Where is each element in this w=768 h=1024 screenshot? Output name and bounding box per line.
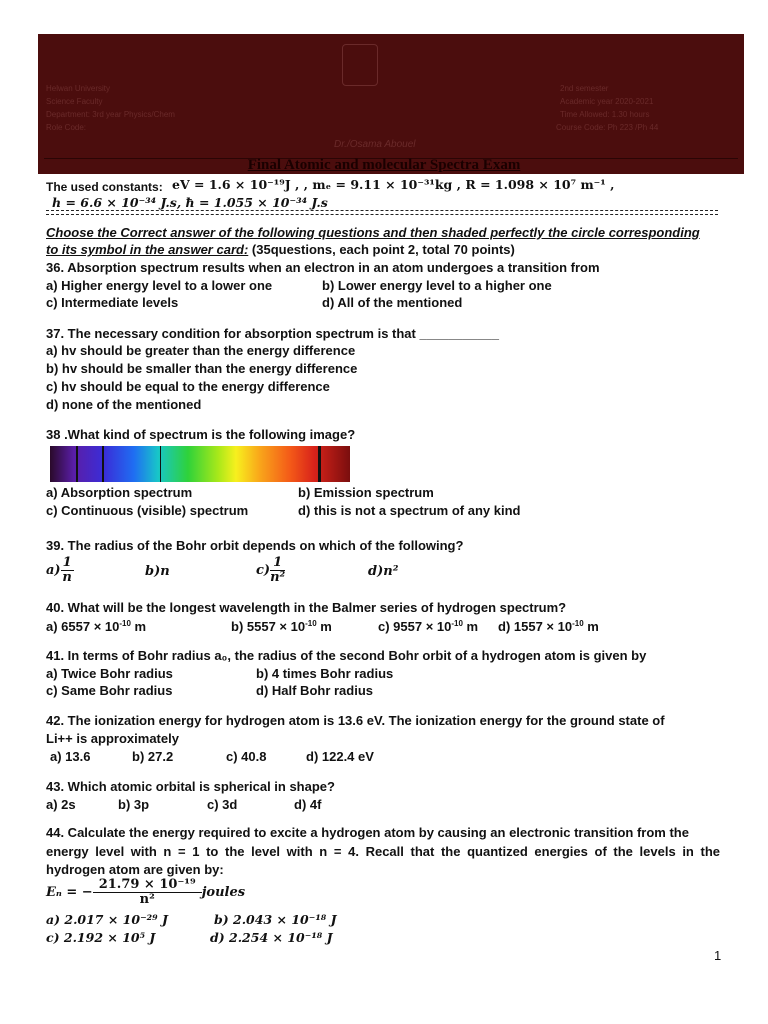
question-37-option-d: d) none of the mentioned [46,397,202,412]
question-37-option-a: a) hv should be greater than the energy difference [46,343,356,358]
question-42-stem: 42. The ionization energy for hydrogen atom is 13.6 eV. The ionization energy for the ground state of [46,713,665,728]
separator-rule [46,210,718,215]
constants-label: The used constants: [46,180,163,194]
question-38-option-d: d) this is not a spectrum of any kind [298,503,521,518]
question-39-option-a: a) $\frac{1}{n}$ [46,555,72,585]
question-41-option-a: a) Twice Bohr radius [46,666,173,681]
constants-line-2: h = 6.6 × 10⁻³⁴ J.s, ħ = 1.055 × 10⁻³⁴ J.s [52,195,328,210]
question-44-option-d: d) 2.254 × 10⁻¹⁸ J [210,930,333,945]
energy-formula [46,878,245,907]
instructions-underlined: to its symbol in the answer card: [46,242,249,257]
header-faculty: Science Faculty [46,97,103,106]
formula-denominator: n² [139,892,155,907]
question-41-option-d: d) Half Bohr radius [256,683,374,698]
question-37-option-c: c) hv should be equal to the energy difference [46,379,330,394]
spectrum-line [102,446,104,482]
question-44-option-a: a) 2.017 × 10⁻²⁹ J [46,912,168,927]
question-41-option-b: b) 4 times Bohr radius [256,666,394,681]
question-39-stem: 39. The radius of the Bohr orbit depends on which of the following? [46,538,464,553]
header-examiner: Dr./Osama Abouel [334,139,416,150]
question-42-option-a: a) 13.6 [50,749,91,764]
question-40-stem: 40. What will be the longest wavelength in the Balmer series of hydrogen spectrum? [46,600,567,615]
formula-lhs: Eₙ = − [46,885,93,900]
spectrum-line [76,446,78,482]
instructions-line-1: Choose the Correct answer of the following questions and then shaded perfectly the circle corresponding [46,225,700,240]
question-39-option-b: b)n [145,564,170,579]
question-38-option-c: c) Continuous (visible) spectrum [46,503,249,518]
question-36-option-c: c) Intermediate levels [46,295,179,310]
question-44-stem-continued: energy level with n = 1 to the level with n = 4. Recall that the quantized energies of the levels in the [46,844,720,859]
question-42-option-d: d) 122.4 eV [306,749,374,764]
question-40-option-d: d) $1557 \times 10^{-10}$ m [498,619,599,634]
question-43-option-b: b) 3p [118,797,150,812]
header-academic-year: Academic year 2020-2021 [560,97,654,106]
spectrum-line [160,446,161,482]
question-43-option-a: a) 2s [46,797,76,812]
question-44-option-c: c) 2.192 × 10⁵ J [46,930,156,945]
spectrum-image [50,446,350,482]
exam-title: Final Atomic and molecular Spectra Exam [247,157,521,173]
instructions-line-2 [46,242,515,257]
question-37-stem: 37. The necessary condition for absorption spectrum is that ___________ [46,326,500,341]
question-43-option-d: d) 4f [294,797,322,812]
header-department: Department: 3rd year Physics/Chem [46,110,175,119]
constants-line-1: eV = 1.6 × 10⁻¹⁹J , , mₑ = 9.11 × 10⁻³¹kg , R = 1.098 × 10⁷ m⁻¹ , [172,177,615,192]
question-42-stem-continued: Li++ is approximately [46,731,179,746]
page-number: 1 [714,948,722,963]
question-41-option-c: c) Same Bohr radius [46,683,173,698]
question-44-option-b: b) 2.043 × 10⁻¹⁸ J [214,912,337,927]
formula-numerator: 21.79 × 10⁻¹⁹ [93,878,202,893]
question-39-option-c: c) $\frac{1}{\text{n²}}$ [256,555,286,585]
question-38-option-a: a) Absorption spectrum [46,485,193,500]
question-39-option-d: d)n² [368,564,399,579]
question-44-stem-end: hydrogen atom are given by: [46,862,224,877]
university-logo [342,44,378,86]
header-university: Helwan University [46,84,111,93]
header-semester: 2nd semester [560,84,609,93]
question-36-option-a: a) Higher energy level to a lower one [46,278,273,293]
question-40-option-c: c) $9557 \times 10^{-10}$ m [378,619,479,634]
question-41-stem: 41. In terms of Bohr radius a₀, the radius of the second Bohr orbit of a hydrogen atom is given by [46,648,647,663]
question-36-stem: 36. Absorption spectrum results when an electron in an atom undergoes a transition from [46,260,600,275]
question-40-option-b: b) $5557 \times 10^{-10}$ m [231,619,332,634]
question-42-option-b: b) 27.2 [132,749,174,764]
spectrum-line [318,446,321,482]
question-43-option-c: c) 3d [207,797,238,812]
formula-unit: joules [201,885,246,900]
question-44-stem: 44. Calculate the energy required to excite a hydrogen atom by causing an electronic transition from the [46,825,689,840]
question-42-option-c: c) 40.8 [226,749,267,764]
header-time-allowed: Time Allowed: 1.30 hours [560,110,650,119]
instructions-points: (35questions, each point 2, total 70 points) [251,242,515,257]
question-38-stem: 38 .What kind of spectrum is the following image? [46,427,356,442]
question-36-option-d: d) All of the mentioned [322,295,463,310]
header-course-code: Course Code: Ph 223 /Ph 44 [556,123,659,132]
question-37-option-b: b) hv should be smaller than the energy difference [46,361,358,376]
question-38-option-b: b) Emission spectrum [298,485,434,500]
question-40-option-a: a) $6557 \times 10^{-10}$ m [46,619,147,634]
header-role-code: Role Code: [46,123,87,132]
question-36-option-b: b) Lower energy level to a higher one [322,278,552,293]
question-43-stem: 43. Which atomic orbital is spherical in shape? [46,779,335,794]
